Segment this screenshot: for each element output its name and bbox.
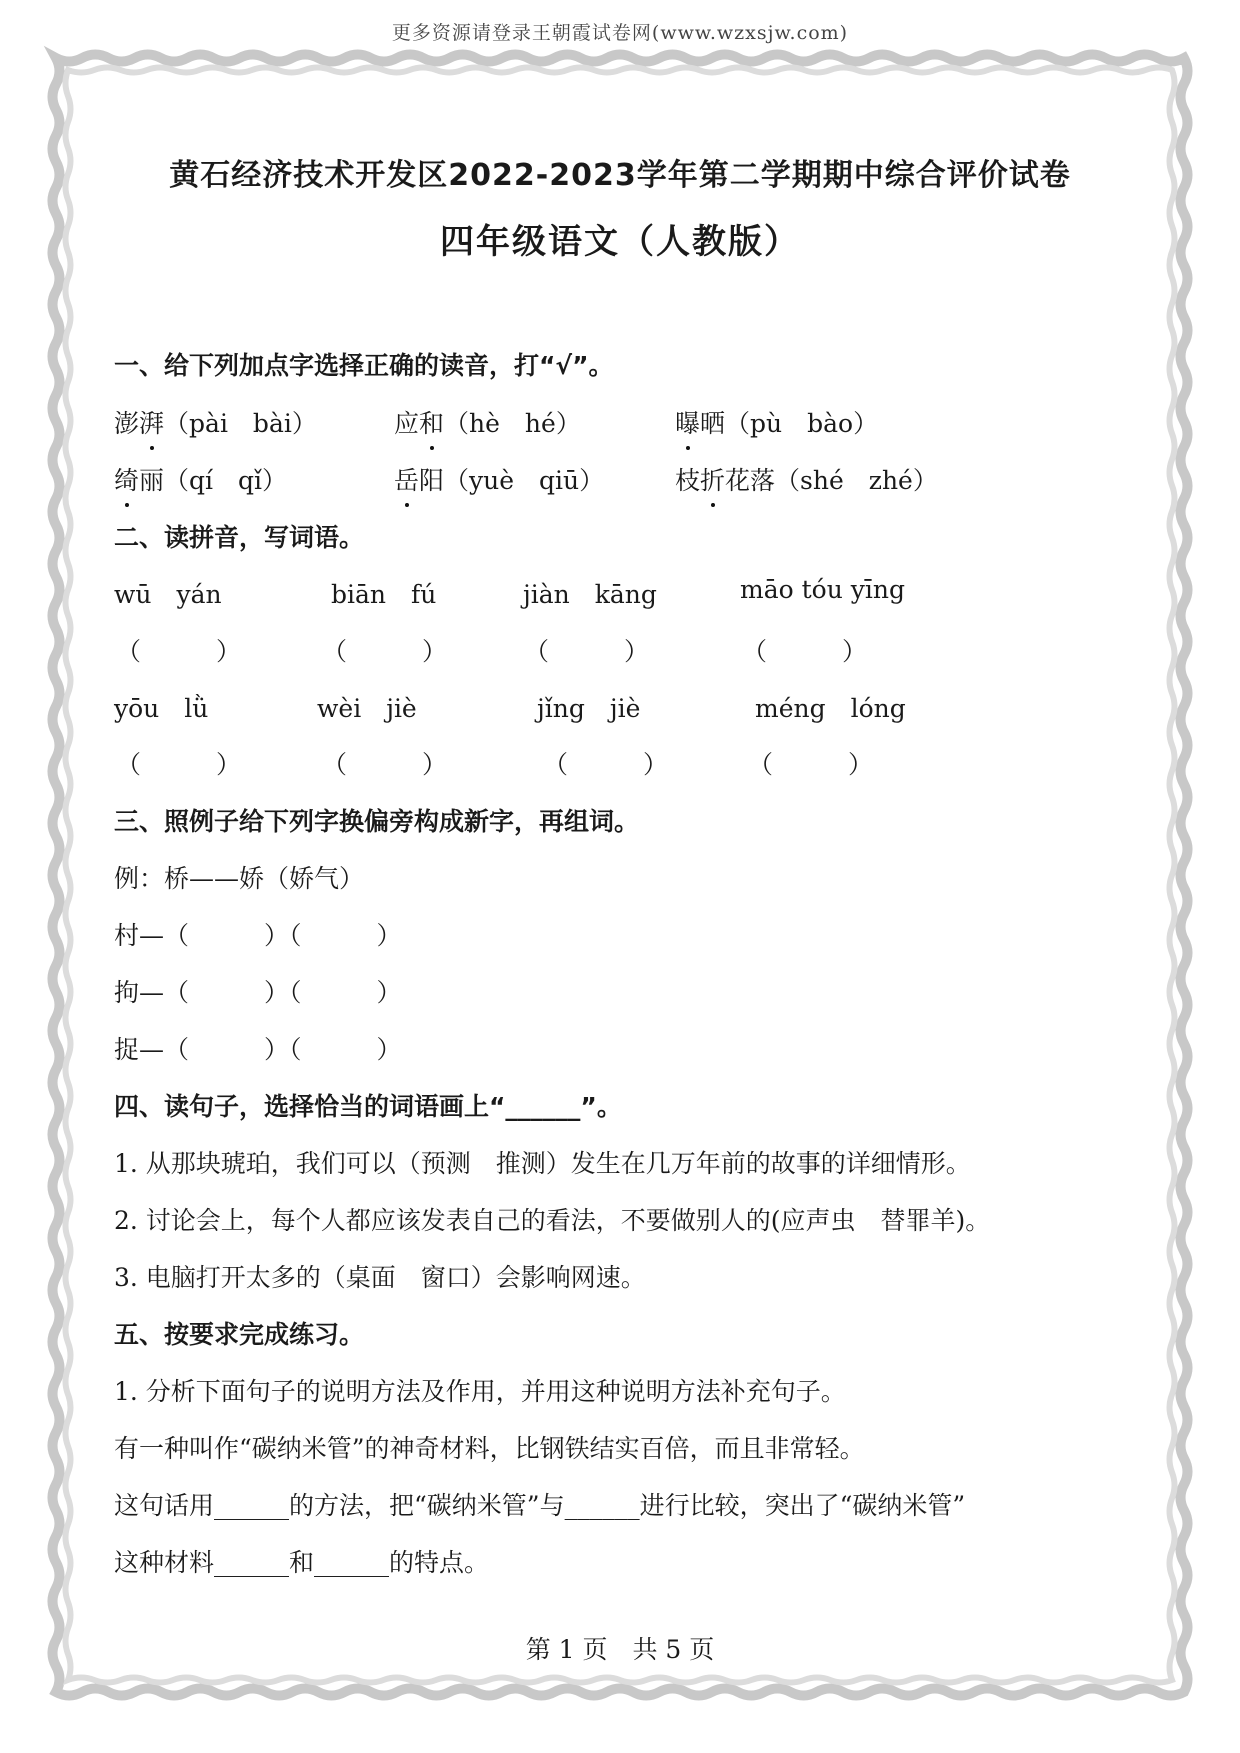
q1-r2-item1 [114, 461, 287, 497]
q4-heading: 四、读句子，选择恰当的词语画上“______”。 [114, 1092, 622, 1121]
q4-item-2: 2. 讨论会上，每个人都应该发表自己的看法，不要做别人的(应声虫 替罪羊)。 [114, 1206, 991, 1235]
header-note: 更多资源请登录王朝霞试卷网(www.wzxsjw.com) [391, 22, 849, 44]
page-number: 第 1 页 共 5 页 [525, 1635, 715, 1664]
q5-heading: 五、按要求完成练习。 [114, 1320, 365, 1349]
q1-r2-item2 [394, 461, 604, 497]
pinyin-options: （yuè qiū） [444, 466, 605, 495]
pinyin-options: （qí qǐ） [164, 466, 288, 495]
q2-heading: 二、读拼音，写词语。 [114, 523, 365, 552]
dotted-char: 湃 [139, 404, 164, 440]
pinyin-options: （pài bài） [164, 409, 317, 438]
word-part: 枝 [675, 466, 701, 495]
word-part: 澎 [114, 409, 140, 438]
q2-pinyin-2: biān fú [331, 580, 437, 609]
q1-heading: 一、给下列加点字选择正确的读音，打“√”。 [114, 351, 614, 380]
q2-pinyin-8: méng lóng [755, 694, 906, 723]
exam-subtitle: 四年级语文（人教版） [440, 222, 800, 262]
q5-sentence: 有一种叫作“碳纳米管”的神奇材料，比钢铁结实百倍，而且非常轻。 [114, 1434, 865, 1463]
answer-blank[interactable]: （ ） [322, 750, 448, 779]
word-part: 阳 [419, 466, 445, 495]
answer-blank[interactable]: （ ） [116, 750, 242, 779]
q2-pinyin-1: wū yán [114, 580, 222, 609]
answer-blank[interactable]: （ ） [116, 637, 242, 666]
q5-fill-line-1[interactable]: 这句话用______的方法，把“碳纳米管”与______进行比较，突出了“碳纳米管” [114, 1491, 966, 1520]
answer-blank[interactable]: （ ） [543, 750, 669, 779]
q3-item-1[interactable]: 村—（ ）（ ） [114, 921, 402, 950]
q2-pinyin-4: māo tóu yīng [740, 575, 905, 604]
q1-r2-item3 [675, 461, 938, 497]
q1-r1-item1 [114, 404, 317, 440]
word-part: 应 [394, 409, 420, 438]
q5-fill-line-2[interactable]: 这种材料______和______的特点。 [114, 1548, 490, 1577]
q1-r1-item3 [675, 404, 878, 440]
answer-blank[interactable]: （ ） [748, 750, 874, 779]
pinyin-options: （pù bào） [725, 409, 879, 438]
q2-pinyin-5: yōu lǜ [114, 694, 209, 723]
word-part: 晒 [700, 409, 726, 438]
dotted-char: 岳 [394, 461, 419, 497]
q2-pinyin-3: jiàn kāng [523, 580, 657, 609]
pinyin-options: （shé zhé） [775, 466, 938, 495]
exam-title: 黄石经济技术开发区2022-2023学年第二学期期中综合评价试卷 [169, 158, 1071, 193]
q2-pinyin-7: jǐng jiè [537, 694, 641, 723]
q3-item-3[interactable]: 捉—（ ）（ ） [114, 1035, 402, 1064]
dotted-char: 绮 [114, 461, 139, 497]
word-part: 丽 [139, 466, 165, 495]
dotted-char: 折 [700, 461, 725, 497]
dotted-char: 和 [419, 404, 444, 440]
answer-blank[interactable]: （ ） [524, 637, 650, 666]
pinyin-options: （hè hé） [444, 409, 581, 438]
q5-item-1: 1. 分析下面句子的说明方法及作用，并用这种说明方法补充句子。 [114, 1377, 846, 1406]
q3-example: 例：桥——娇（娇气） [114, 864, 365, 893]
dotted-char: 曝 [675, 404, 700, 440]
word-part: 花落 [725, 466, 776, 495]
q2-pinyin-6: wèi jiè [317, 694, 417, 723]
answer-blank[interactable]: （ ） [742, 637, 868, 666]
q1-r1-item2 [394, 404, 581, 440]
q3-item-2[interactable]: 拘—（ ）（ ） [114, 978, 402, 1007]
q3-heading: 三、照例子给下列字换偏旁构成新字，再组词。 [114, 807, 640, 836]
answer-blank[interactable]: （ ） [322, 637, 448, 666]
q4-item-3: 3. 电脑打开太多的（桌面 窗口）会影响网速。 [114, 1263, 646, 1292]
q4-item-1: 1. 从那块琥珀，我们可以（预测 推测）发生在几万年前的故事的详细情形。 [114, 1149, 971, 1178]
